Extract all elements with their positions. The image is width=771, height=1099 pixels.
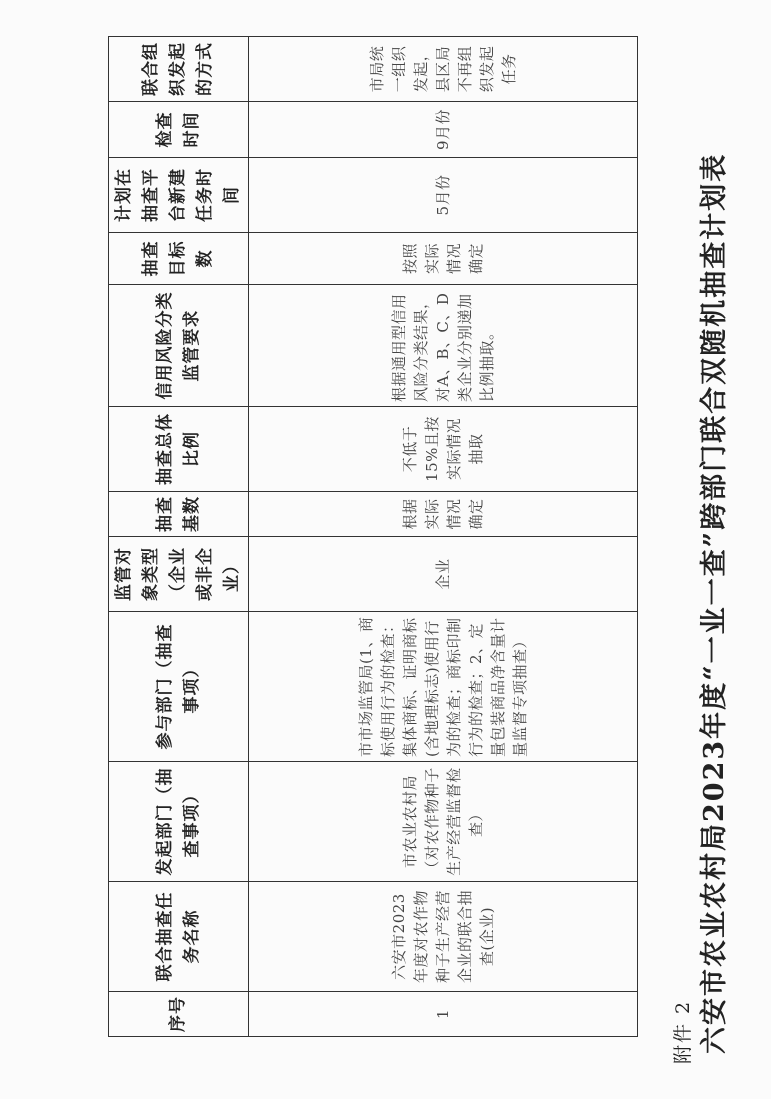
plan-table (108, 36, 638, 1037)
header-cell-launch-method: 联合组织发起的方式 (109, 37, 249, 102)
header-cell-participants: 参与部门（抽查事项） (109, 612, 249, 762)
header-cell-target-count: 抽查目标数 (109, 233, 249, 285)
table-row (249, 37, 638, 1037)
document-title: 六安市农业农村局2023年度“一业一查”跨部门联合双随机抽查计划表 (699, 152, 730, 1054)
cell-inspect-time: 9月份 (249, 102, 638, 158)
cell-credit-requirement: 根据通用型信用风险分类结果，对A、B、C、D类企业分别递加比例抽取。 (249, 285, 638, 407)
header-cell-overall-ratio: 抽查总体比例 (109, 407, 249, 492)
cell-platform-time: 5月份 (249, 158, 638, 233)
cell-initiator: 市农业农村局（对农作物种子生产经营监督检查） (249, 762, 638, 882)
cell-base-count: 根据实际情况确定 (249, 492, 638, 537)
table-header-row (109, 37, 249, 1037)
header-cell-credit-requirement: 信用风险分类监管要求 (109, 285, 249, 407)
cell-launch-method: 市局统一组织发起，县区局不再组织发起任务 (249, 37, 638, 102)
header-cell-platform-time: 计划在抽查平台新建任务时间 (109, 158, 249, 233)
header-cell-base-count: 抽查基数 (109, 492, 249, 537)
header-cell-subject-type: 监管对象类型（企业或非企业） (109, 537, 249, 612)
cell-task-name: 六安市2023年度对农作物种子生产经营企业的联合抽查(企业) (249, 882, 638, 992)
cell-participants: 市市场监管局(1、商标使用行为的检查：集体商标、证明商标(含地理标志)使用行为的检查；商标印制行为的检查；2、定量包装商品净含量计量监督专项抽查） (249, 612, 638, 762)
header-cell-task-name: 联合抽查任务名称 (109, 882, 249, 992)
header-cell-inspect-time: 检查时间 (109, 102, 249, 158)
header-cell-initiator: 发起部门（抽查事项） (109, 762, 249, 882)
cell-target-count: 按照实际情况确定 (249, 233, 638, 285)
cell-overall-ratio: 不低于15%且按实际情况抽取 (249, 407, 638, 492)
cell-no: 1 (249, 992, 638, 1037)
header-cell-no: 序号 (109, 992, 249, 1037)
attachment-label: 附件 2 (672, 999, 694, 1064)
cell-subject-type: 企业 (249, 537, 638, 612)
